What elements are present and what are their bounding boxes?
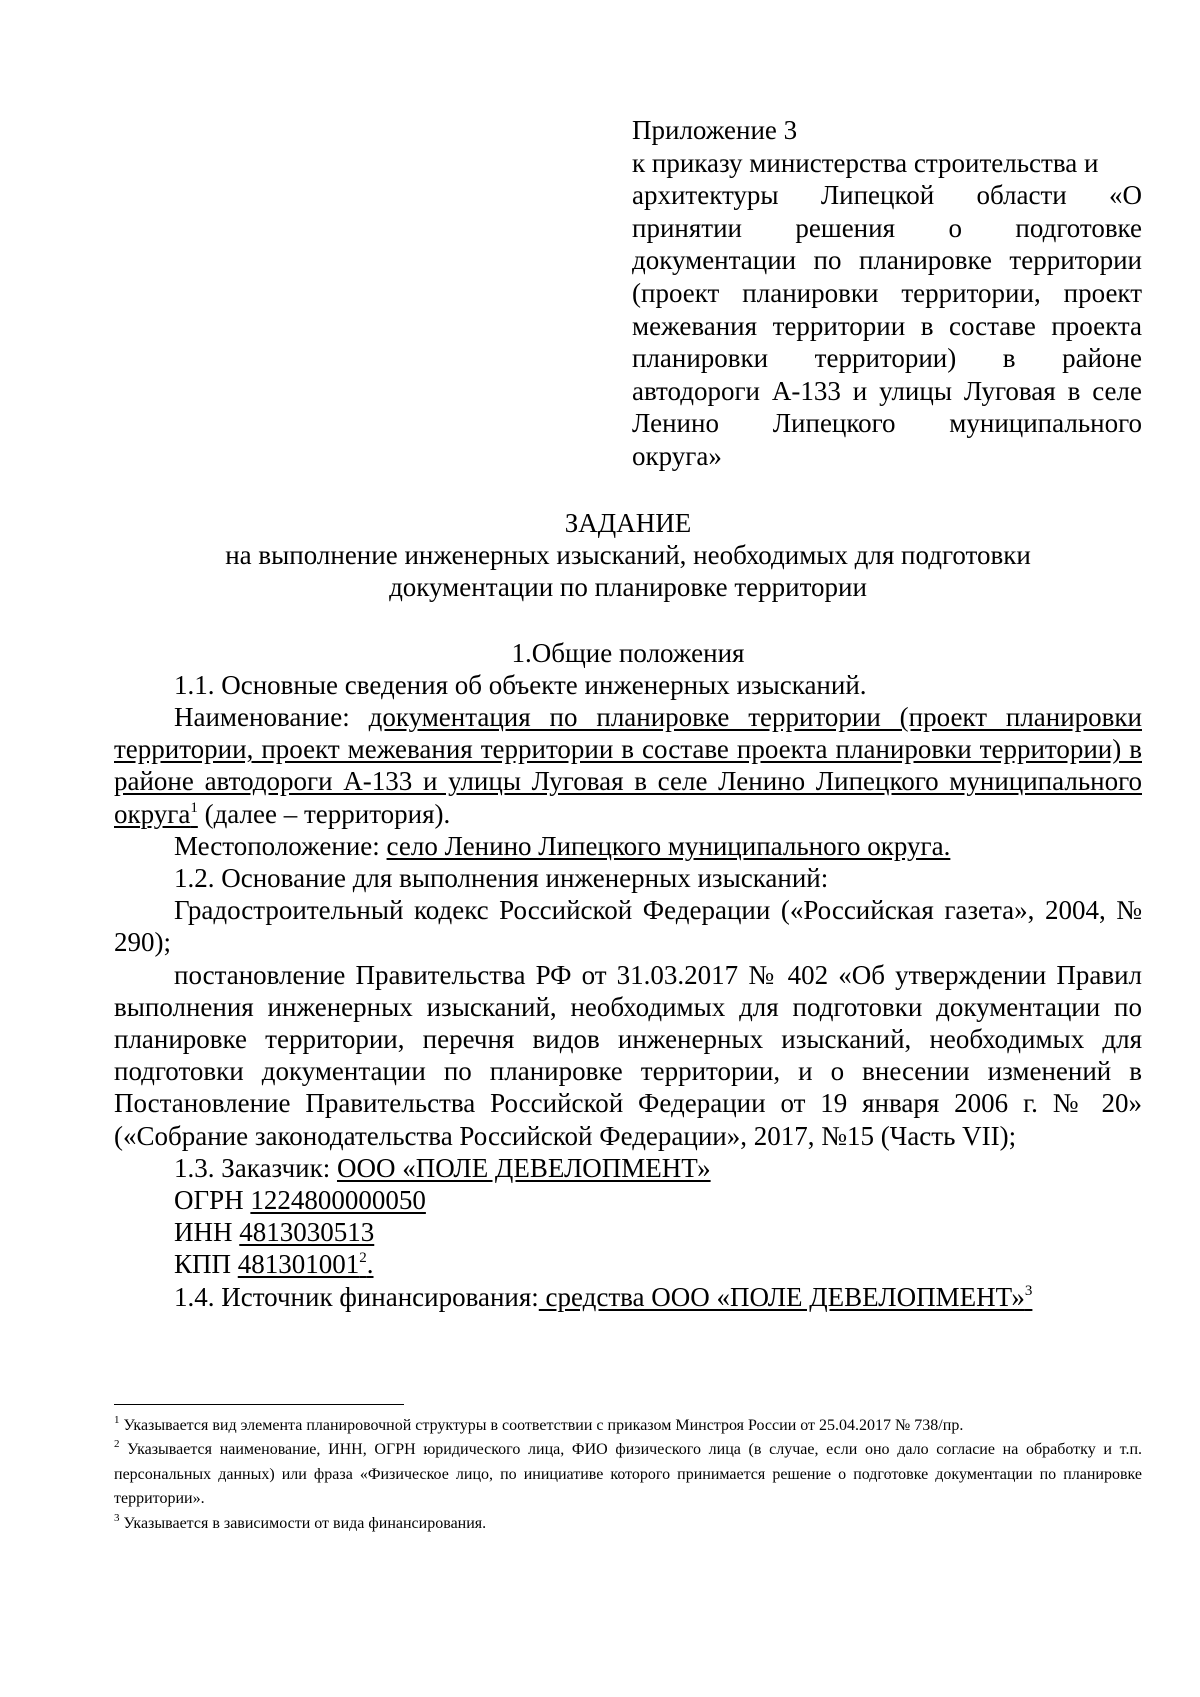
customer-value: ООО «ПОЛЕ ДЕВЕЛОПМЕНТ» (336, 1152, 711, 1183)
annex-line: принятии решения о подготовке (632, 212, 1142, 243)
annex-line: округа» (632, 440, 722, 471)
clause-customer: 1.3. Заказчик: ООО «ПОЛЕ ДЕВЕЛОПМЕНТ» (174, 1152, 711, 1183)
footnote: $^2$ Указывается наименование, ИНН, ОГРН юридического лица, ФИО физического лица (в случае, если оно дало согласие на обработку и т.п. персональных данных) или фраза «Физическое лицо, по инициативе которого принимается решение о подготовке документации по планировке территории». (114, 1438, 1142, 1508)
clause-inn: ИНН 4813030513 (174, 1217, 375, 1248)
document-title: ЗАДАНИЕ (564, 508, 692, 538)
clause-1-1: 1.1. Основные сведения об объекте инженерных изысканий. (174, 669, 867, 700)
footnote-ref: 1 (190, 799, 198, 816)
footnote-separator (114, 1404, 404, 1405)
clause-1-2: 1.2. Основание для выполнения инженерных изысканий: (174, 863, 829, 894)
annex-line: Приложение 3 (632, 115, 798, 145)
footnotes (114, 1414, 1142, 1536)
basis-item: Градостроительный кодекс Российской Федерации («Российская газета», 2004, № 290); (114, 895, 1142, 958)
location-label: Местоположение: (174, 830, 387, 861)
ogrn-value: 1224800000050 (250, 1185, 426, 1216)
name-label: Наименование: (174, 702, 369, 733)
footnote-ref: 3 (1024, 1282, 1033, 1299)
clause-funding: 1.4. Источник финансирования: средства ООО «ПОЛЕ ДЕВЕЛОПМЕНТ»$^3$ (174, 1281, 1033, 1312)
footnote-ref: 2 (359, 1250, 367, 1267)
annex-header (632, 114, 1142, 473)
section-heading: 1.Общие положения (511, 637, 745, 668)
annex-line: Ленино Липецкого муниципального (632, 408, 1142, 439)
annex-line: к приказу министерства строительства и (632, 147, 1099, 178)
annex-line: архитектуры Липецкой области «О (632, 180, 1142, 211)
clause-location (114, 830, 1142, 862)
name-suffix: (далее – территория). (197, 798, 451, 829)
annex-line: (проект планировки территории, проект (632, 277, 1142, 308)
document-subtitle-line: документации по планировке территории (389, 572, 867, 603)
inn-value: 4813030513 (239, 1217, 375, 1248)
annex-line: автодороги А-133 и улицы Луговая в селе (632, 375, 1142, 406)
footnote: $^1$ Указывается вид элемента планировочной структуры в соответствии с приказом Минстроя России от 25.04.2017 № 738/пр. (114, 1414, 964, 1434)
annex-line: межевания территории в составе проекта (632, 310, 1142, 341)
name-value: документация по планировке территории (проект планировки территории, проект межевания территории в составе проекта планировки территории) в районе автодороги А-133 и улицы Луговая в селе Ленино Липецкого муниципального округа$^1$ (114, 702, 1142, 829)
clause-ogrn: ОГРН 1224800000050 (174, 1185, 426, 1216)
document-subtitle-line: на выполнение инженерных изысканий, необходимых для подготовки (225, 540, 1031, 571)
annex-line: планировки территории) в районе (632, 343, 1142, 374)
annex-line: документации по планировке территории (632, 245, 1142, 276)
clause-kpp: КПП 481301001$^2$. (174, 1249, 374, 1280)
basis-item: постановление Правительства РФ от 31.03.2017 № 402 «Об утверждении Правил выполнения инженерных изысканий, необходимых для подготовки документации по планировке территории, перечня видов инженерных изысканий, необходимых для подготовки документации по планировке территории, и о внесении изменений в Постановление Правительства Российской Федерации от 19 января 2006 г. № 20» («Собрание законодательства Российской Федерации», 2017, №15 (Часть VII); (114, 959, 1142, 1151)
footnote: $^3$ Указывается в зависимости от вида финансирования. (114, 1511, 487, 1532)
clause-name (114, 701, 1142, 830)
kpp-value: 481301001$^2$. (237, 1249, 374, 1280)
funding-value: средства ООО «ПОЛЕ ДЕВЕЛОПМЕНТ»$^3$ (538, 1281, 1033, 1312)
document-body (114, 507, 1142, 1313)
location-value: село Ленино Липецкого муниципального округа. (386, 830, 951, 861)
